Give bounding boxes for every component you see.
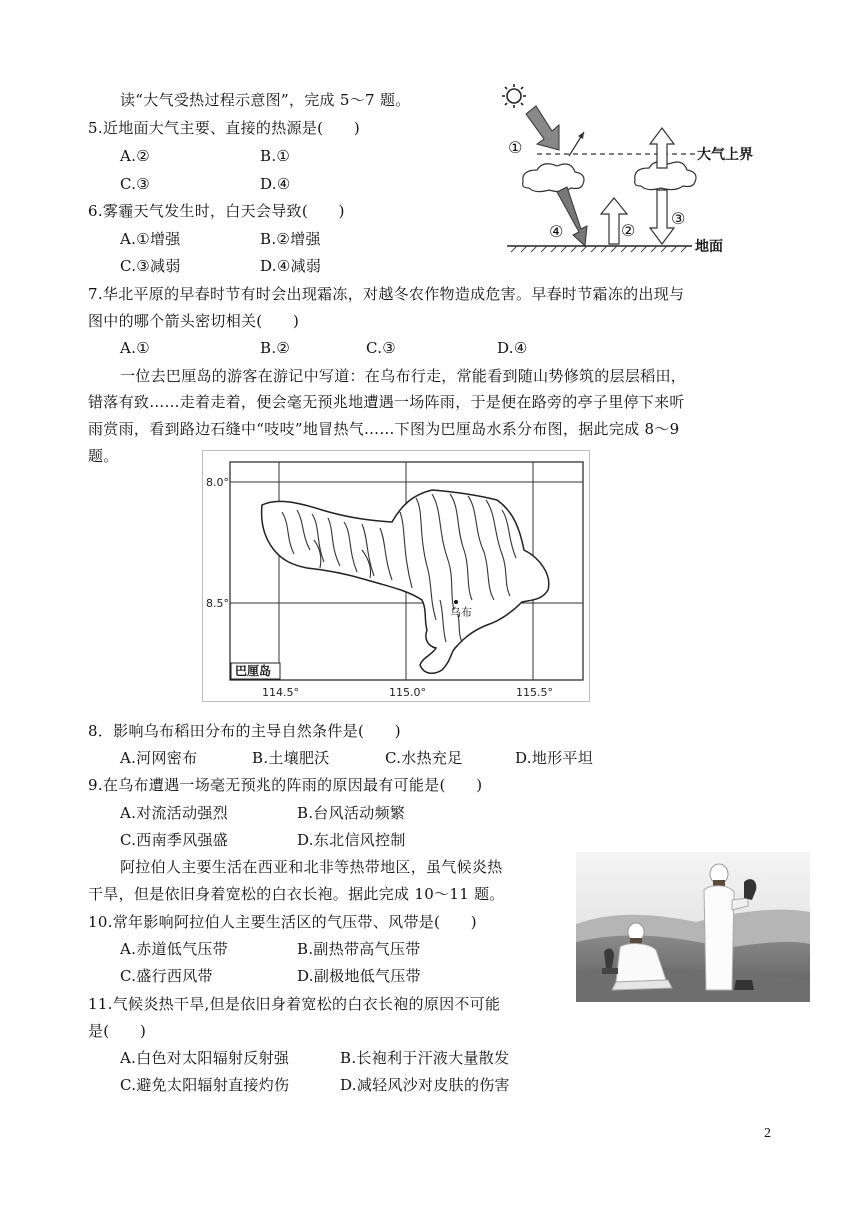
q11-stem-line2: 是( ): [88, 1022, 147, 1040]
atmosphere-heating-diagram: [497, 84, 782, 260]
passage2-line2: 错落有致……走着走着，便会毫无预兆地遭遇一场阵雨，于是便在路旁的亭子里停下来听: [88, 393, 685, 411]
q5-option-c: C.③: [120, 175, 151, 193]
q6-stem: 6.雾霾天气发生时，白天会导致( ): [88, 202, 345, 220]
lon-label-115-0: 115.0°: [389, 686, 426, 699]
ground-hatching: [511, 246, 687, 252]
q11-option-a: A.白色对太阳辐射反射强: [120, 1049, 290, 1067]
lon-label-114-5: 114.5°: [262, 686, 299, 699]
q10-option-b: B.副热带高气压带: [297, 940, 421, 958]
q11-option-d: D.减轻风沙对皮肤的伤害: [340, 1076, 510, 1094]
page-number: 2: [764, 1126, 771, 1141]
q7-stem-line2: 图中的哪个箭头密切相关( ): [88, 312, 300, 330]
passage3-line1: 阿拉伯人主要生活在西亚和北非等热带地区，虽气候炎热: [120, 858, 503, 876]
arrow-1-solar-radiation: [526, 106, 559, 150]
q9-option-b: B.台风活动频繁: [297, 804, 406, 822]
q7-option-b: B.②: [260, 339, 291, 357]
lat-label-8-0: 8.0°: [206, 476, 229, 489]
q5-stem: 5.近地面大气主要、直接的热源是( ): [88, 119, 361, 137]
q9-option-d: D.东北信风控制: [297, 831, 406, 849]
passage3-line2: 干旱，但是依旧身着宽松的白衣长袍。据此完成 10～11 题。: [88, 885, 505, 903]
label-ground: 地面: [695, 239, 723, 255]
q8-option-d: D.地形平坦: [515, 749, 594, 767]
arrow-up-to-space: [650, 128, 674, 168]
q8-option-c: C.水热充足: [385, 749, 463, 767]
passage2-line4: 题。: [88, 447, 119, 465]
ubud-dot: [454, 600, 458, 604]
passage2-line1: 一位去巴厘岛的游客在游记中写道：在乌布行走，常能看到随山势修筑的层层稻田，: [120, 367, 687, 385]
q7-option-a: A.①: [120, 339, 150, 357]
q9-option-a: A.对流活动强烈: [120, 804, 229, 822]
q10-stem: 10.常年影响阿拉伯人主要生活区的气压带、风带是( ): [88, 913, 477, 931]
label-2: ②: [621, 221, 636, 240]
q7-option-d: D.④: [497, 339, 528, 357]
q6-option-c: C.③减弱: [120, 257, 181, 275]
bali-river-map: [202, 450, 590, 702]
q8-option-a: A.河网密布: [120, 749, 198, 767]
q10-option-d: D.副极地低气压带: [297, 967, 421, 985]
q5-option-d: D.④: [260, 175, 291, 193]
q9-option-c: C.西南季风强盛: [120, 831, 229, 849]
map-name-label: 巴厘岛: [235, 664, 272, 678]
q11-option-b: B.长袍利于汗液大量散发: [340, 1049, 510, 1067]
q6-option-a: A.①增强: [120, 230, 181, 248]
q9-stem: 9.在乌布遭遇一场毫无预兆的阵雨的原因最有可能是( ): [88, 776, 483, 794]
q11-stem-line1: 11.气候炎热干旱,但是依旧身着宽松的白衣长袍的原因不可能: [88, 995, 501, 1013]
lon-label-115-5: 115.5°: [516, 686, 553, 699]
cloud-left: [523, 164, 584, 192]
q8-stem: 8．影响乌布稻田分布的主导自然条件是( ): [88, 722, 401, 740]
q8-option-b: B.土壤肥沃: [252, 749, 330, 767]
q5-option-b: B.①: [260, 147, 291, 165]
q6-option-d: D.④减弱: [260, 257, 322, 275]
q5-option-a: A.②: [120, 147, 150, 165]
intro-text: 读“大气受热过程示意图”，完成 5～7 题。: [120, 91, 411, 109]
ubud-label: 乌布: [450, 606, 472, 619]
label-atmosphere-top: 大气上界: [697, 147, 753, 163]
q6-option-b: B.②增强: [260, 230, 321, 248]
passage2-line3: 雨赏雨，看到路边石缝中“吱吱”地冒热气……下图为巴厘岛水系分布图，据此完成 8～9: [88, 420, 680, 438]
q7-stem-line1: 7.华北平原的早春时节有时会出现霜冻，对越冬农作物造成危害。早春时节霜冻的出现与: [88, 285, 685, 303]
label-4: ④: [549, 222, 564, 241]
label-3: ③: [671, 209, 686, 228]
lat-label-8-5: 8.5°: [206, 597, 229, 610]
label-1: ①: [508, 138, 523, 157]
q11-option-c: C.避免太阳辐射直接灼伤: [120, 1076, 290, 1094]
q7-option-c: C.③: [366, 339, 397, 357]
q10-option-a: A.赤道低气压带: [120, 940, 229, 958]
arab-men-desert-photo: [576, 852, 810, 1002]
sun-icon: [502, 84, 526, 108]
q10-option-c: C.盛行西风带: [120, 967, 213, 985]
